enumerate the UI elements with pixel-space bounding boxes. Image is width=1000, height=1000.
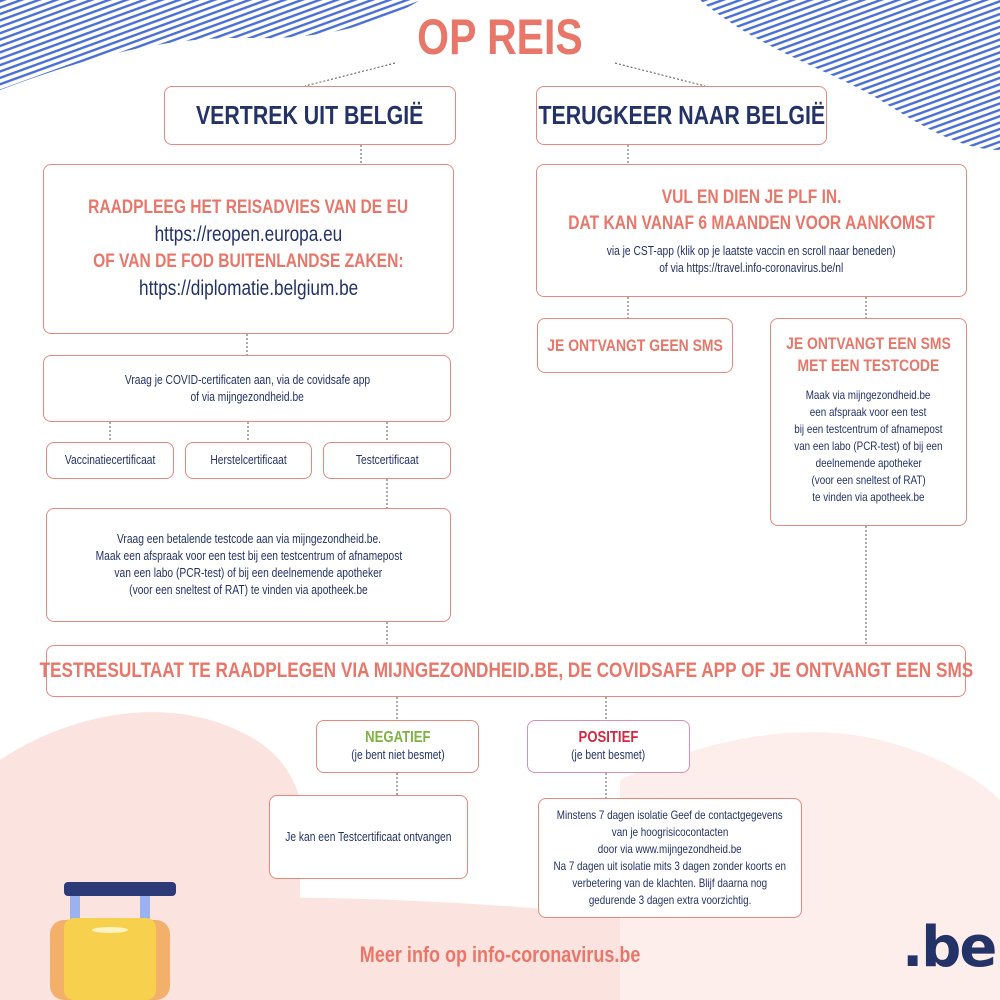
be-logo: .be [902, 915, 996, 980]
sms-box: JE ONTVANGT EEN SMS MET EEN TESTCODE Maak via mijngezondheid.be een afspraak voor een test bij een testcentrum of afnamepost van een labo (PCR-test) of bij een deelnemende apotheker (voor een sneltest of RAT) te vinden via apotheek.be [770, 318, 967, 526]
travel-advice-eu: RAADPLEEG HET REISADVIES VAN DE EU [88, 197, 409, 218]
negative-box: NEGATIEF (je bent niet besmet) [316, 720, 479, 773]
return-heading: TERUGKEER NAAR BELGIË [538, 100, 825, 130]
test-result-box: TESTRESULTAAT TE RAADPLEGEN VIA MIJNGEZONDHEID.BE, DE COVIDSAFE APP OF JE ONTVANGT EEN SMS [46, 645, 966, 697]
certificates-request-box [43, 355, 451, 422]
departure-heading: VERTREK UIT BELGIË [196, 100, 424, 130]
page-title: OP REIS [417, 9, 583, 65]
negative-detail-box: Je kan een Testcertificaat ontvangen [269, 795, 468, 879]
suitcase-icon [40, 880, 180, 1000]
certificate-test: Testcertificaat [323, 442, 451, 479]
travel-advice-fod: OF VAN DE FOD BUITENLANDSE ZAKEN: [93, 251, 404, 272]
positive-box: POSITIEF (je bent besmet) [527, 720, 690, 773]
certificates-request-line2: of via mijngezondheid.be [190, 389, 304, 404]
travel-advice-box [43, 164, 454, 334]
departure-heading-box [164, 86, 456, 145]
fod-url-link[interactable]: https://diplomatie.belgium.be [138, 277, 359, 300]
eu-url-link[interactable]: https://reopen.europa.eu [154, 223, 343, 246]
certificates-request-line1: Vraag je COVID-certificaten aan, via de covidsafe app [124, 372, 370, 387]
plf-url-link[interactable]: of via https://travel.info-coronavirus.be/nl [659, 260, 844, 275]
testcode-box: Vraag een betalende testcode aan via mijngezondheid.be. Maak een afspraak voor een test bij een testcentrum of afnamepost van een labo (PCR-test) of bij een deelnemende apotheker (voor een sneltest of RAT) te vinden via apotheek.be [46, 508, 451, 622]
plf-box: VUL EN DIEN JE PLF IN. DAT KAN VANAF 6 MAANDEN VOOR AANKOMST via je CST-app (klik op je laatste vaccin en scroll naar beneden) of via https://travel.info-coronavirus.be/nl [536, 164, 967, 297]
certificate-recovery: Herstelcertificaat [185, 442, 312, 479]
certificate-vaccination: Vaccinatiecertificaat [46, 442, 174, 479]
footer-info-link[interactable]: Meer info op info-coronavirus.be [359, 942, 641, 967]
no-sms-box: JE ONTVANGT GEEN SMS [537, 318, 733, 373]
positive-detail-box: Minstens 7 dagen isolatie Geef de contactgegevens van je hoogrisicocontacten door via www.mijngezondheid.be Na 7 dagen uit isolatie mits 3 dagen zonder koorts en verbetering van de klachten. Blijf daarna nog gedurende 3 dagen extra voorzichtig. [538, 798, 802, 918]
return-heading-box [536, 86, 827, 145]
